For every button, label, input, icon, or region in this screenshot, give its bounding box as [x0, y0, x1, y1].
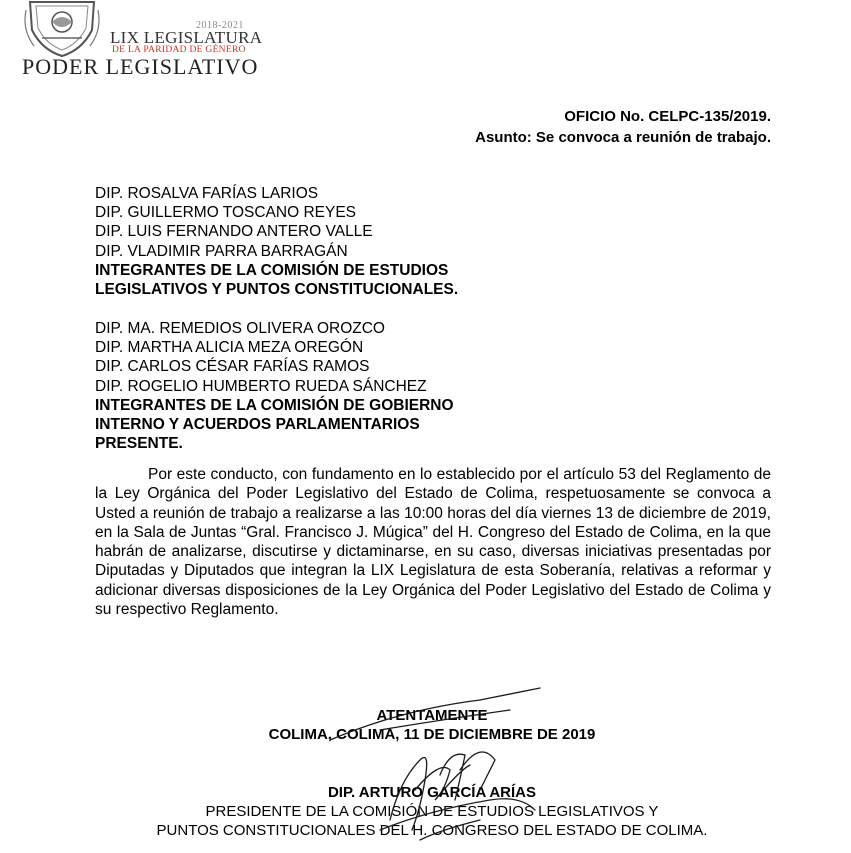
oficio-number: OFICIO No. CELPC-135/2019.	[564, 108, 771, 125]
recipient-name: DIP. MA. REMEDIOS OLIVERA OROZCO	[95, 320, 385, 337]
signer-role: PRESIDENTE DE LA COMISIÓN DE ESTUDIOS LEGISLATIVOS Y	[205, 803, 659, 820]
congress-emblem-logo	[22, 0, 102, 58]
recipient-name: DIP. VLADIMIR PARRA BARRAGÁN	[95, 243, 348, 260]
presente-label: PRESENTE.	[95, 435, 183, 452]
recipient-name: DIP. ROSALVA FARÍAS LARIOS	[95, 185, 319, 202]
subject-line: Asunto: Se convoca a reunión de trabajo.	[475, 129, 771, 146]
recipient-name: DIP. GUILLERMO TOSCANO REYES	[95, 204, 356, 221]
closing-place-date: COLIMA, COLIMA, 11 DE DICIEMBRE DE 2019	[268, 726, 596, 743]
recipient-name: DIP. CARLOS CÉSAR FARÍAS RAMOS	[95, 358, 370, 375]
legislature-name: LIX LEGISLATURA	[110, 28, 263, 47]
signer-role: PUNTOS CONSTITUCIONALES DEL H. CONGRESO DEL ESTADO DE COLIMA.	[156, 822, 708, 839]
signer-name: DIP. ARTURO GARCÍA ARÍAS	[327, 784, 537, 801]
recipient-name: DIP. LUIS FERNANDO ANTERO VALLE	[95, 223, 373, 240]
body-paragraph: Por este conducto, con fundamento en lo establecido por el artículo 53 del Reglamento de la Ley Orgánica del Poder Legislativo del Estado de Colima, respetuosamente se convoca a Usted a reunión de trabajo a realizarse a las 10:00 horas del día viernes 13 de diciembre de 2019, en la Sala de Juntas “Gral. Francisco J. Múgica” del H. Congreso del Estado de Colima, en la que habrán de analizarse, discutirse y dictaminarse, en su caso, diversas iniciativas presentadas por Diputadas y Diputados que integran la LIX Legislatura de esta Soberanía, relativas a reformar y adicionar diversas disposiciones de la Ley Orgánica del Poder Legislativo del Estado de Colima y su respectivo Reglamento.	[95, 466, 771, 619]
recipient-name: DIP. ROGELIO HUMBERTO RUEDA SÁNCHEZ	[95, 378, 427, 395]
closing-atentamente: ATENTAMENTE	[376, 707, 488, 724]
committee-title: LEGISLATIVOS Y PUNTOS CONSTITUCIONALES.	[95, 281, 459, 298]
committee-title: INTEGRANTES DE LA COMISIÓN DE GOBIERNO	[95, 397, 454, 414]
committee-title: INTERNO Y ACUERDOS PARLAMENTARIOS	[95, 416, 420, 433]
committee-title: INTEGRANTES DE LA COMISIÓN DE ESTUDIOS	[95, 262, 449, 279]
branch-name: PODER LEGISLATIVO	[22, 54, 259, 79]
legislature-years: 2018-2021	[196, 20, 244, 31]
legislature-subtitle: DE LA PARIDAD DE GÉNERO	[112, 45, 246, 55]
recipient-name: DIP. MARTHA ALICIA MEZA OREGÓN	[95, 339, 364, 356]
